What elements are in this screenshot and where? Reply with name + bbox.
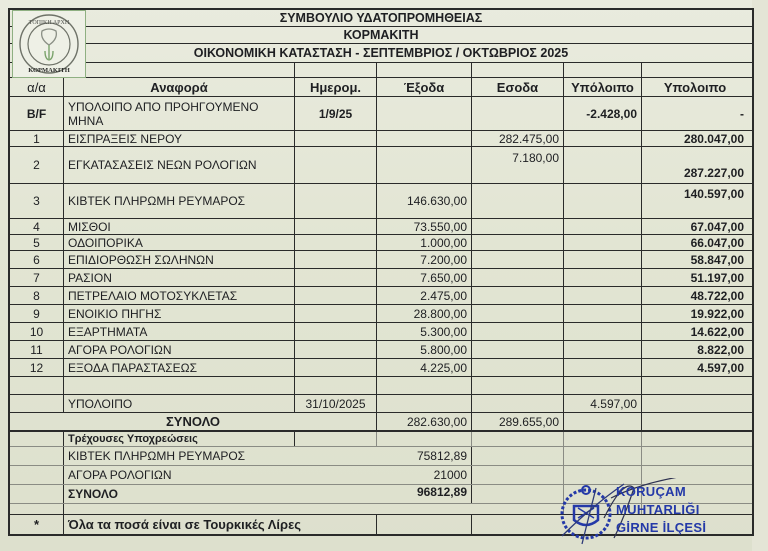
table-row: 4 ΜΙΣΘΟΙ 73.550,00 67.047,00 <box>10 219 752 235</box>
liability-item: ΚΙΒΤΕΚ ΠΛΗΡΩΜΗ ΡΕΥΜΑΡΟΣ 75812,89 <box>10 447 752 466</box>
document-subtitle-row <box>10 27 752 44</box>
table-row: B/F ΥΠΟΛΟΙΠΟ ΑΠΟ ΠΡΟΗΓΟΥΜΕΝΟ ΜΗΝΑ 1/9/25 -2.428,00 - <box>10 97 752 131</box>
table-header <box>10 78 752 97</box>
table-row: 7 ΡΑΣΙΟΝ 7.650,00 51.197,00 <box>10 269 752 287</box>
footnote-row <box>10 515 752 536</box>
document-title: ΣΥΜΒΟΥΛΙΟ ΥΔΑΤΟΠΡΟΜΗΘΕΙΑΣ <box>279 11 483 25</box>
svg-text:ΤΟΠΙΚΗ ΑΡΧΗ: ΤΟΠΙΚΗ ΑΡΧΗ <box>28 20 70 26</box>
table-row: 11 ΑΓΟΡΑ ΡΟΛΟΓΙΩΝ 5.800,00 8.822,00 <box>10 341 752 359</box>
header-aa: α/α <box>10 78 64 96</box>
spacer-row <box>10 504 752 515</box>
footnote-text: Όλα τα ποσά είναι σε Τουρκικές Λίρες <box>64 515 377 534</box>
stamp-line-2: MUHTARLIĞI <box>616 502 700 517</box>
table-row: 1 ΕΙΣΠΡΑΞΕΙΣ ΝΕΡΟΥ 282.475,00 280.047,00 <box>10 131 752 147</box>
empty-row <box>10 377 752 395</box>
table-row: 5 ΟΔΟΙΠΟΡΙΚΑ 1.000,00 66.047,00 <box>10 235 752 251</box>
header-balance-2: Υπολοιπο <box>663 79 727 95</box>
spacer-row <box>10 63 752 78</box>
header-reference: Αναφορά <box>64 78 295 96</box>
table-row: 2 ΕΓΚΑΤΑΣΑΣΕΙΣ ΝΕΩΝ ΡΟΛΟΓΙΩΝ 7.180,00 287.227,00 <box>10 147 752 184</box>
footnote-marker: * <box>10 515 64 534</box>
table-row: 9 ΕΝΟΙΚΙΟ ΠΗΓΗΣ 28.800,00 19.922,00 <box>10 305 752 323</box>
liabilities-title-row: Τρέχουσες Υποχρεώσεις <box>10 432 752 447</box>
table-row: 8 ΠΕΤΡΕΛΑΙΟ ΜΟΤΟΣΥΚΛΕΤΑΣ 2.475,00 48.722,00 <box>10 287 752 305</box>
logo <box>12 10 86 78</box>
liabilities-total-row: ΣΥΝΟΛΟ 96812,89 <box>10 485 752 504</box>
table-row: 12 ΕΞΟΔΑ ΠΑΡΑΣΤΑΣΕΩΣ 4.225,00 4.597,00 <box>10 359 752 377</box>
table-row: 10 ΕΞΑΡΤΗΜΑΤΑ 5.300,00 14.622,00 <box>10 323 752 341</box>
svg-text:ΚΟΡΜΑΚΙΤΗ: ΚΟΡΜΑΚΙΤΗ <box>28 67 70 74</box>
tulip-emblem-icon <box>13 11 85 77</box>
document-subtitle: ΚΟΡΜΑΚΙΤΗ <box>343 28 419 42</box>
document-period-row <box>10 44 752 63</box>
stamp-line-1: KORUÇAM <box>616 484 686 499</box>
header-income: Εσοδα <box>472 78 564 96</box>
financial-statement-table <box>8 8 754 536</box>
table-row: 3 ΚΙΒΤΕΚ ΠΛΗΡΩΜΗ ΡΕΥΜΑΡΟΣ 146.630,00 140.597,00 <box>10 184 752 219</box>
total-row: ΣΥΝΟΛΟ 282.630,00 289.655,00 <box>10 413 752 432</box>
closing-balance-row: ΥΠΟΛΟΙΠΟ 31/10/2025 4.597,00 <box>10 395 752 413</box>
document-period: ΟΙΚΟΝΟΜΙΚΗ ΚΑΤΑΣΤΑΣΗ - ΣΕΠΤΕΜΒΡΙΟΣ / ΟΚΤΩΒΡΙΟΣ 2025 <box>193 46 569 60</box>
table-row: 6 ΕΠΙΔΙΟΡΘΩΣΗ ΣΩΛΗΝΩΝ 7.200,00 58.847,00 <box>10 251 752 269</box>
document-title-row <box>10 10 752 27</box>
header-date: Ημερομ. <box>295 78 377 96</box>
header-balance-1: Υπόλοιπο <box>564 78 642 96</box>
page-margin <box>752 0 768 551</box>
liability-item: ΑΓΟΡΑ ΡΟΛΟΓΙΩΝ 21000 <box>10 466 752 485</box>
header-expenses: Έξοδα <box>377 78 472 96</box>
stamp-line-3: GİRNE İLÇESİ <box>616 520 707 535</box>
